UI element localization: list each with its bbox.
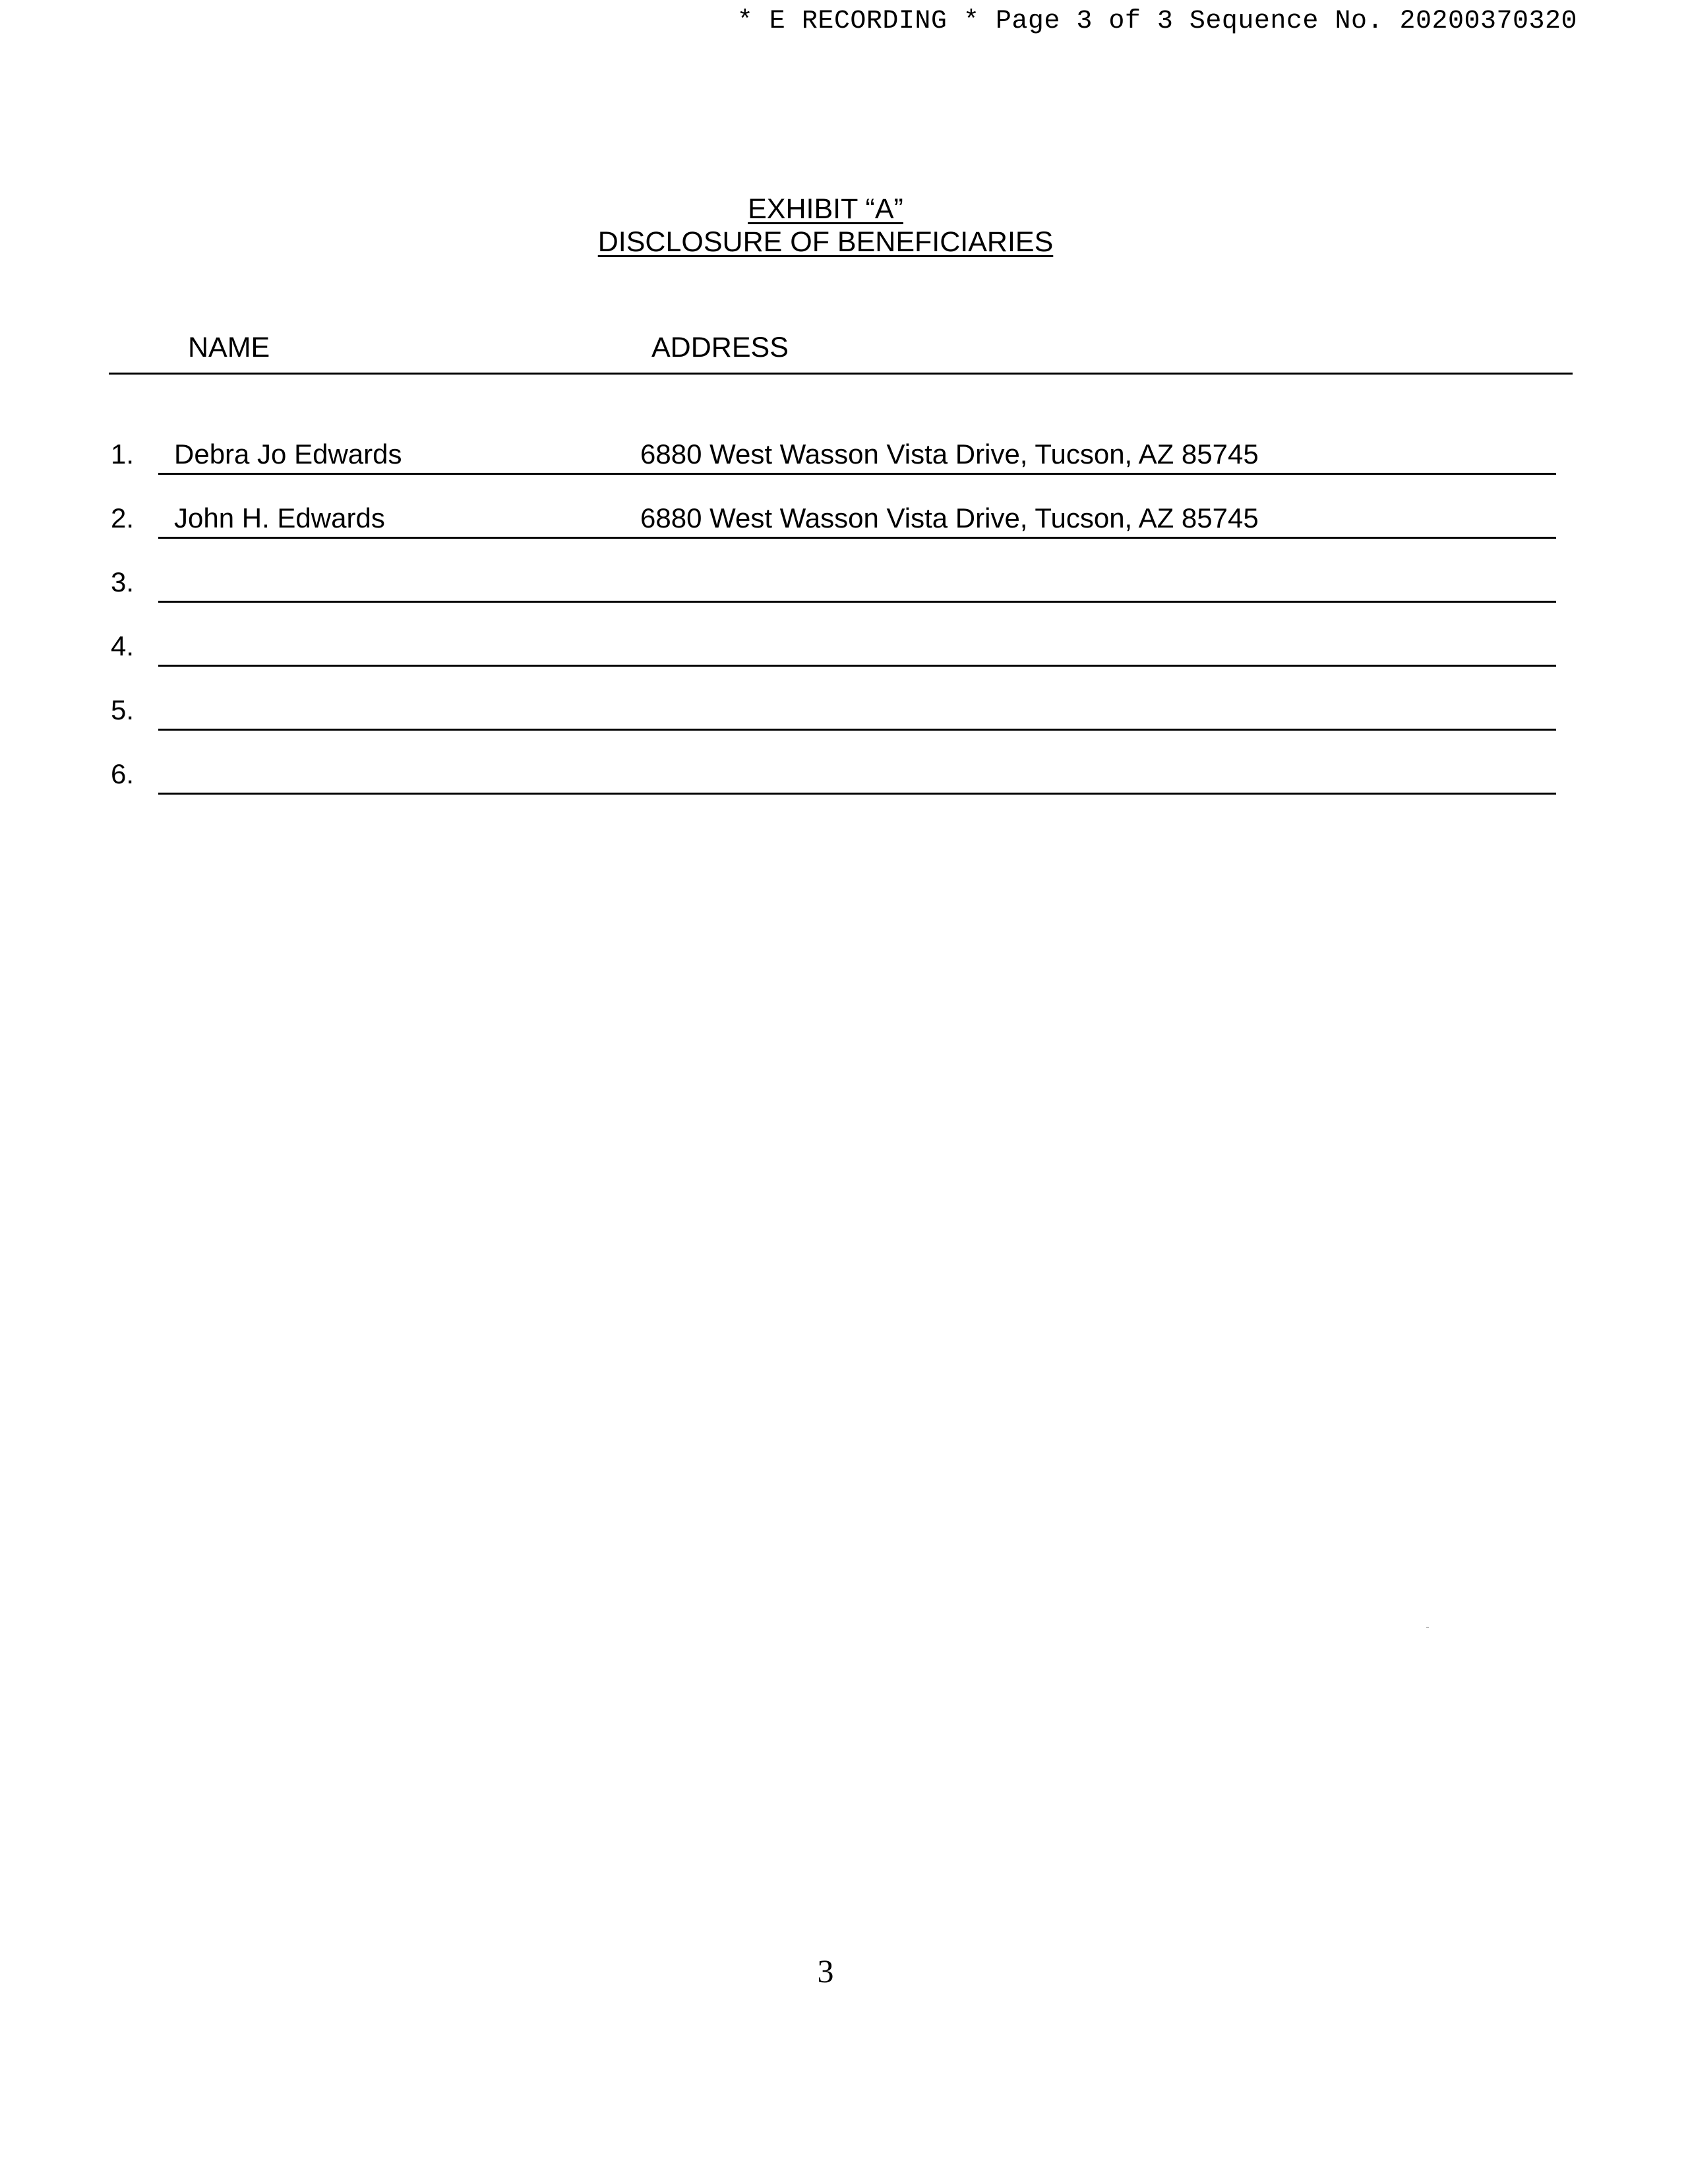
- header-divider: [109, 373, 1573, 375]
- row-number: 1.: [111, 439, 135, 470]
- beneficiary-name: John H. Edwards: [174, 502, 385, 533]
- beneficiary-row: [0, 758, 1688, 798]
- beneficiary-row: [0, 630, 1688, 670]
- beneficiary-row: [0, 694, 1688, 734]
- column-header-name: NAME: [188, 332, 270, 363]
- row-underline: [158, 729, 1556, 731]
- exhibit-title-line: EXHIBIT “A”: [748, 193, 903, 225]
- beneficiary-row: [0, 566, 1688, 606]
- exhibit-title: [0, 193, 1651, 258]
- row-underline: [158, 793, 1556, 795]
- beneficiary-row: [0, 439, 1688, 478]
- beneficiary-address: 6880 West Wasson Vista Drive, Tucson, AZ 85745: [640, 502, 1259, 533]
- recording-header: * E RECORDING * Page 3 of 3 Sequence No. 20200370320: [737, 7, 1577, 36]
- row-number: 6.: [111, 758, 135, 789]
- row-underline: [158, 601, 1556, 603]
- page-number: 3: [817, 1953, 834, 1989]
- row-underline: [158, 537, 1556, 539]
- row-number: 5.: [111, 694, 135, 725]
- row-number: 2.: [111, 502, 135, 533]
- scan-speck: [1426, 1627, 1429, 1628]
- beneficiary-address: 6880 West Wasson Vista Drive, Tucson, AZ 85745: [640, 439, 1259, 470]
- exhibit-subtitle-line: DISCLOSURE OF BENEFICIARIES: [597, 226, 1054, 258]
- column-header-address: ADDRESS: [651, 332, 789, 363]
- row-number: 4.: [111, 630, 135, 661]
- row-underline: [158, 665, 1556, 667]
- row-number: 3.: [111, 566, 135, 597]
- beneficiary-name: Debra Jo Edwards: [174, 439, 402, 470]
- beneficiary-row: [0, 502, 1688, 542]
- row-underline: [158, 473, 1556, 475]
